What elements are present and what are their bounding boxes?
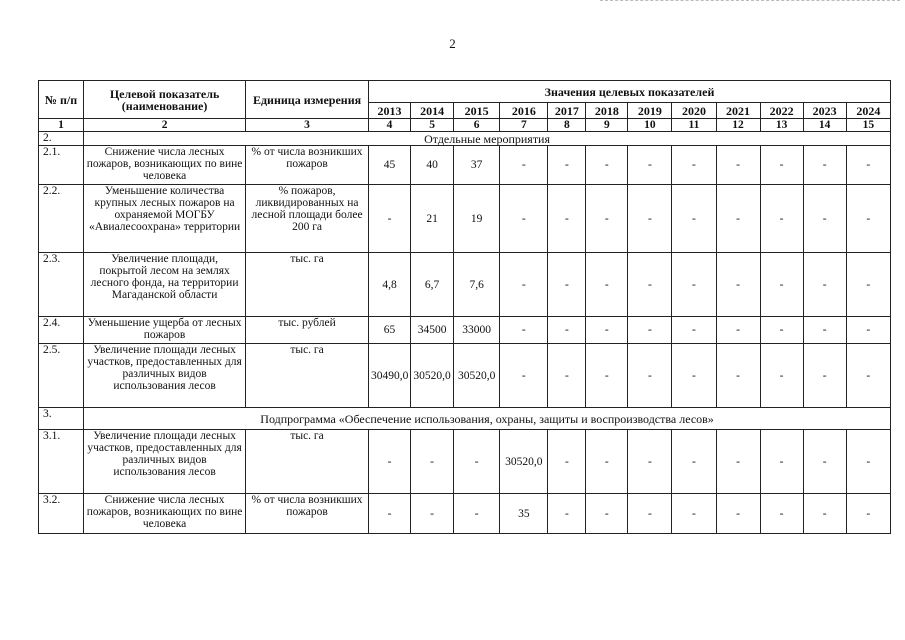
row-number: 3.1. — [39, 430, 84, 494]
indicator-value: - — [411, 494, 454, 534]
row-number: 2.1. — [39, 146, 84, 185]
indicator-value: 6,7 — [411, 253, 454, 317]
indicator-value: - — [586, 185, 628, 253]
indicator-value: 45 — [369, 146, 411, 185]
page-number: 2 — [449, 36, 456, 51]
indicator-value: - — [716, 430, 760, 494]
year-header: 2019 — [628, 103, 672, 119]
indicator-name: Увеличение площади лесных участков, предоставленных для различных видов использования лесов — [84, 344, 246, 408]
indicator-value: - — [628, 494, 672, 534]
indicator-value: - — [369, 430, 411, 494]
indicator-value: - — [672, 494, 716, 534]
indicator-value: - — [586, 344, 628, 408]
indicator-value: - — [846, 317, 890, 344]
indicator-name: Увеличение площади, покрытой лесом на землях лесного фонда, на территории Магаданской области — [84, 253, 246, 317]
indicator-value: - — [369, 494, 411, 534]
indicator-value: - — [760, 344, 803, 408]
indicator-value: - — [500, 253, 548, 317]
indicator-value: - — [803, 344, 846, 408]
column-number: 9 — [586, 119, 628, 132]
indicator-value: 33000 — [454, 317, 500, 344]
indicator-value: - — [672, 317, 716, 344]
indicator-value: - — [803, 146, 846, 185]
header-values: Значения целевых показателей — [369, 81, 891, 103]
indicator-value: - — [803, 430, 846, 494]
indicator-value: - — [628, 344, 672, 408]
year-header: 2022 — [760, 103, 803, 119]
table-row — [39, 430, 891, 494]
indicator-value: - — [548, 344, 586, 408]
indicator-value: - — [803, 317, 846, 344]
year-header: 2013 — [369, 103, 411, 119]
table-row — [39, 344, 891, 408]
row-number: 2.3. — [39, 253, 84, 317]
column-number: 11 — [672, 119, 716, 132]
indicator-value: - — [548, 317, 586, 344]
column-number: 1 — [39, 119, 84, 132]
indicator-value: - — [500, 344, 548, 408]
indicator-value: - — [586, 146, 628, 185]
column-number: 5 — [411, 119, 454, 132]
year-header: 2015 — [454, 103, 500, 119]
unit-of-measure: % от числа возникших пожаров — [246, 494, 369, 534]
indicator-value: - — [846, 253, 890, 317]
year-header: 2024 — [846, 103, 890, 119]
indicator-value: - — [548, 185, 586, 253]
year-header: 2021 — [716, 103, 760, 119]
unit-of-measure: тыс. рублей — [246, 317, 369, 344]
indicator-name: Снижение числа лесных пожаров, возникающих по вине человека — [84, 494, 246, 534]
table-body — [39, 132, 891, 534]
year-header: 2016 — [500, 103, 548, 119]
indicator-value: - — [628, 146, 672, 185]
indicator-value: - — [628, 317, 672, 344]
indicator-value: - — [716, 185, 760, 253]
indicator-value: - — [548, 146, 586, 185]
column-number: 14 — [803, 119, 846, 132]
section-row — [39, 132, 891, 146]
page-top-rule — [600, 0, 900, 2]
indicator-value: 30520,0 — [454, 344, 500, 408]
year-header: 2017 — [548, 103, 586, 119]
indicator-name: Увеличение площади лесных участков, предоставленных для различных видов использования лесов — [84, 430, 246, 494]
indicator-value: - — [846, 146, 890, 185]
column-number: 10 — [628, 119, 672, 132]
indicator-value: - — [500, 185, 548, 253]
column-number: 3 — [246, 119, 369, 132]
column-number: 13 — [760, 119, 803, 132]
section-number: 3. — [39, 408, 84, 430]
unit-of-measure: тыс. га — [246, 344, 369, 408]
indicator-value: - — [500, 317, 548, 344]
indicator-value: - — [454, 494, 500, 534]
indicator-value: - — [548, 253, 586, 317]
column-numbers-row — [39, 119, 891, 132]
column-number: 7 — [500, 119, 548, 132]
row-number: 2.2. — [39, 185, 84, 253]
column-number: 2 — [84, 119, 246, 132]
indicator-value: - — [672, 253, 716, 317]
indicator-value: - — [846, 430, 890, 494]
indicator-value: - — [803, 253, 846, 317]
indicator-value: - — [716, 494, 760, 534]
indicator-value: - — [628, 253, 672, 317]
year-header: 2014 — [411, 103, 454, 119]
indicator-value: - — [760, 146, 803, 185]
indicator-value: 21 — [411, 185, 454, 253]
indicator-value: 34500 — [411, 317, 454, 344]
indicator-value: - — [548, 430, 586, 494]
indicator-name: Снижение числа лесных пожаров, возникающих по вине человека — [84, 146, 246, 185]
section-row — [39, 408, 891, 430]
table-row — [39, 185, 891, 253]
indicator-value: - — [500, 146, 548, 185]
table-row — [39, 494, 891, 534]
section-title: Подпрограмма «Обеспечение использования, охраны, защиты и воспроизводства лесов» — [84, 408, 891, 430]
column-number: 4 — [369, 119, 411, 132]
indicator-value: 30520,0 — [500, 430, 548, 494]
indicator-name: Уменьшение количества крупных лесных пожаров на охраняемой МОГБУ «Авиалесоохрана» территории — [84, 185, 246, 253]
indicator-value: - — [548, 494, 586, 534]
indicator-value: 7,6 — [454, 253, 500, 317]
header-num: № п/п — [39, 81, 84, 119]
year-header: 2018 — [586, 103, 628, 119]
indicator-value: - — [716, 253, 760, 317]
indicator-value: - — [586, 430, 628, 494]
indicator-value: - — [846, 185, 890, 253]
unit-of-measure: % пожаров, ликвидированных на лесной площади более 200 га — [246, 185, 369, 253]
indicator-value: - — [760, 430, 803, 494]
unit-of-measure: тыс. га — [246, 430, 369, 494]
indicator-value: - — [454, 430, 500, 494]
column-number: 12 — [716, 119, 760, 132]
target-indicators-table — [38, 80, 891, 534]
indicator-name: Уменьшение ущерба от лесных пожаров — [84, 317, 246, 344]
unit-of-measure: тыс. га — [246, 253, 369, 317]
table-row — [39, 317, 891, 344]
indicator-value: 37 — [454, 146, 500, 185]
indicator-value: - — [760, 317, 803, 344]
indicator-value: - — [411, 430, 454, 494]
indicator-value: - — [586, 253, 628, 317]
indicator-value: - — [716, 146, 760, 185]
indicator-value: - — [716, 344, 760, 408]
indicator-value: - — [760, 185, 803, 253]
indicator-value: - — [672, 185, 716, 253]
indicator-value: - — [846, 494, 890, 534]
year-header: 2023 — [803, 103, 846, 119]
indicator-value: - — [760, 494, 803, 534]
table-row — [39, 253, 891, 317]
section-title: Отдельные мероприятия — [84, 132, 891, 146]
column-number: 15 — [846, 119, 890, 132]
table-row — [39, 146, 891, 185]
indicator-value: - — [369, 185, 411, 253]
indicator-value: 4,8 — [369, 253, 411, 317]
indicator-value: 19 — [454, 185, 500, 253]
indicator-value: - — [760, 253, 803, 317]
section-number: 2. — [39, 132, 84, 146]
indicator-value: - — [716, 317, 760, 344]
indicator-value: - — [628, 185, 672, 253]
row-number: 3.2. — [39, 494, 84, 534]
indicator-value: - — [803, 185, 846, 253]
indicator-value: - — [803, 494, 846, 534]
indicator-value: 40 — [411, 146, 454, 185]
indicator-value: - — [586, 317, 628, 344]
indicator-value: - — [672, 344, 716, 408]
unit-of-measure: % от числа возникших пожаров — [246, 146, 369, 185]
indicator-value: - — [672, 146, 716, 185]
indicator-value: - — [586, 494, 628, 534]
column-number: 8 — [548, 119, 586, 132]
row-number: 2.4. — [39, 317, 84, 344]
row-number: 2.5. — [39, 344, 84, 408]
indicator-value: 30490,0 — [369, 344, 411, 408]
year-header: 2020 — [672, 103, 716, 119]
table-header — [39, 81, 891, 132]
indicator-value: 35 — [500, 494, 548, 534]
header-indicator: Целевой показатель (наименование) — [84, 81, 246, 119]
indicator-value: 30520,0 — [411, 344, 454, 408]
indicator-value: - — [672, 430, 716, 494]
column-number: 6 — [454, 119, 500, 132]
indicator-value: 65 — [369, 317, 411, 344]
indicator-value: - — [628, 430, 672, 494]
header-unit: Единица измерения — [246, 81, 369, 119]
indicator-value: - — [846, 344, 890, 408]
